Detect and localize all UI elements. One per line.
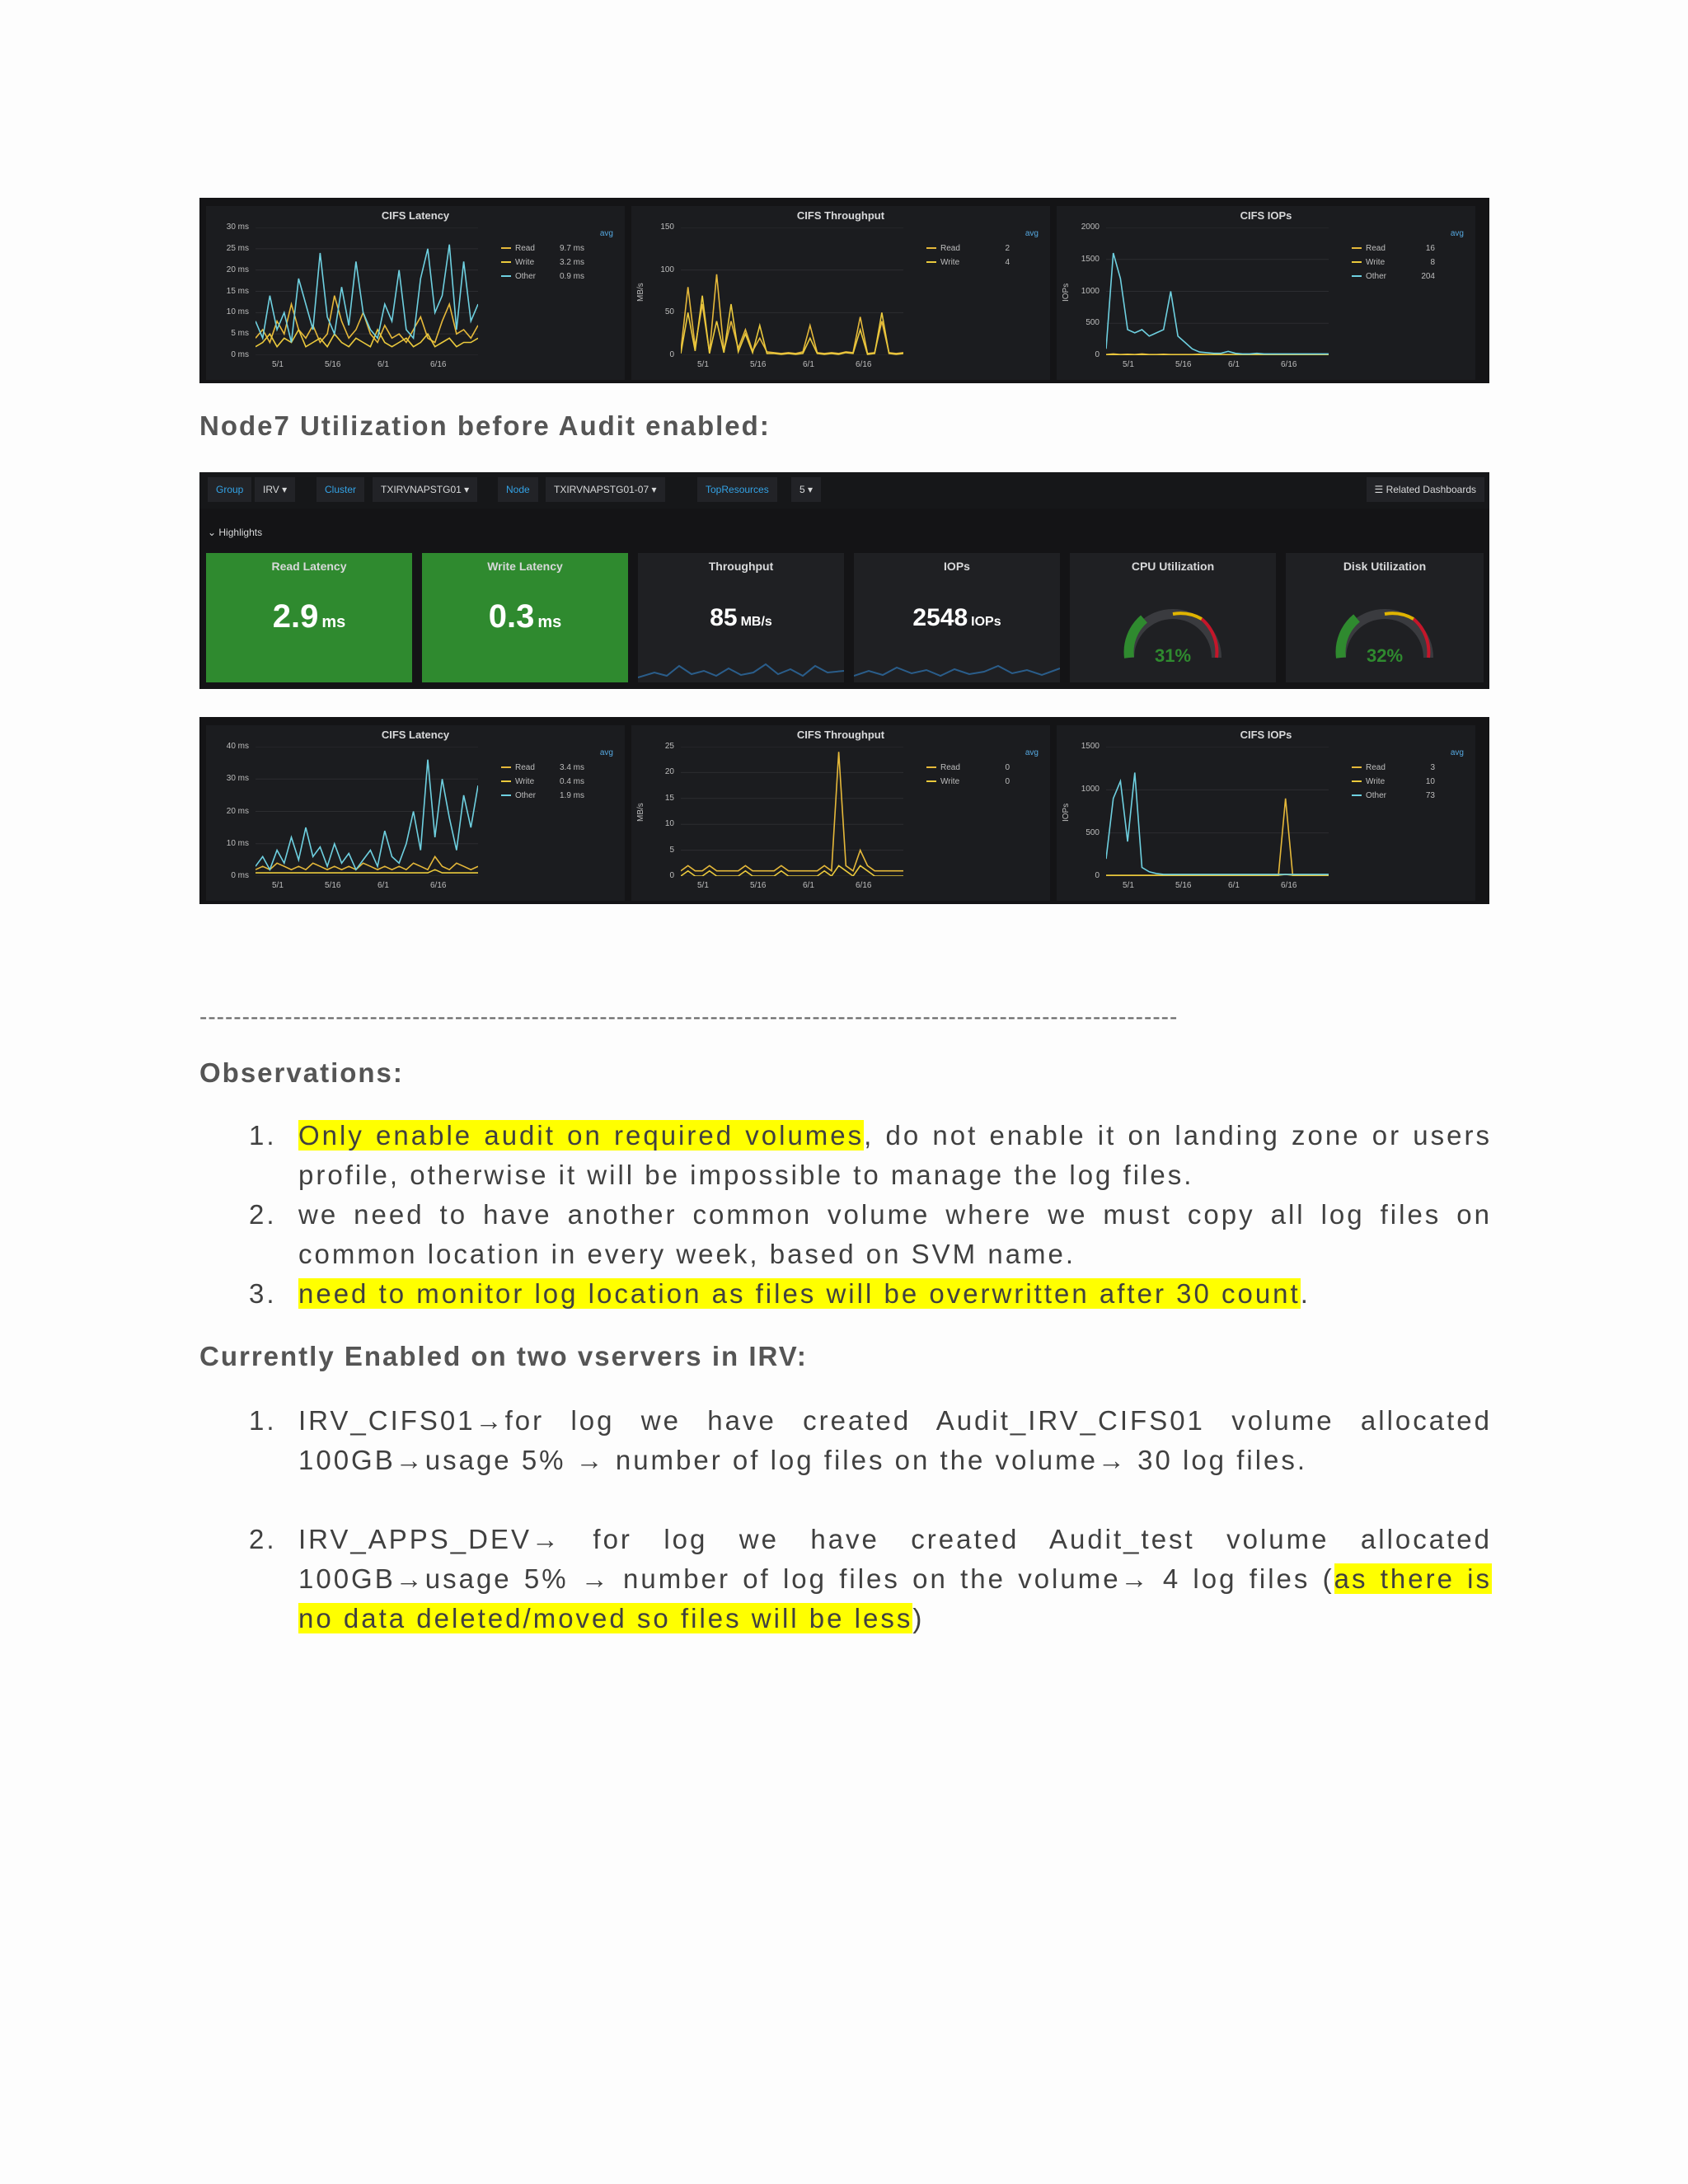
item-text-end: ) bbox=[912, 1603, 925, 1633]
stat-value: 2548 bbox=[912, 604, 968, 631]
legend-avg-value: 16 bbox=[1425, 244, 1435, 253]
legend-item[interactable] bbox=[1352, 244, 1435, 253]
legend-item[interactable] bbox=[501, 777, 584, 786]
legend-avg-value: 0.4 ms bbox=[559, 777, 584, 786]
y-tick-label: 2000 bbox=[1081, 223, 1100, 232]
legend-avg-value: 8 bbox=[1430, 258, 1435, 267]
chart-plot-area bbox=[681, 227, 903, 355]
stat-title: IOPs bbox=[944, 560, 970, 573]
y-tick-label: 1500 bbox=[1081, 742, 1100, 751]
x-tick-label: 6/16 bbox=[1281, 360, 1297, 369]
legend-series-name: Write bbox=[940, 777, 960, 786]
chart-title: CIFS Latency bbox=[381, 209, 450, 222]
legend-item[interactable] bbox=[1352, 777, 1435, 786]
dashed-divider: ------------------------------------------------------------------------------------------------------------------- bbox=[199, 1004, 1179, 1029]
y-tick-label: 0 bbox=[669, 871, 674, 880]
y-tick-label: 100 bbox=[660, 265, 674, 274]
heading-currently-enabled: Currently Enabled on two vservers in IRV: bbox=[199, 1341, 808, 1371]
y-tick-label: 150 bbox=[660, 223, 674, 232]
throughput-sparkline bbox=[638, 648, 844, 681]
stat-value: 2.9 bbox=[272, 598, 319, 635]
legend-swatch bbox=[501, 794, 511, 796]
list-number: 1. bbox=[249, 1405, 277, 1436]
legend-avg-value: 3.4 ms bbox=[559, 763, 584, 772]
x-tick-label: 5/1 bbox=[272, 360, 284, 369]
legend-avg-value: 1.9 ms bbox=[559, 791, 584, 800]
legend-series-name: Read bbox=[940, 763, 960, 772]
series-line-read bbox=[681, 752, 903, 870]
x-tick-label: 5/1 bbox=[697, 360, 709, 369]
chart-title: CIFS Latency bbox=[381, 729, 450, 741]
chart-title: CIFS IOPs bbox=[1240, 209, 1292, 222]
group-label: Group bbox=[208, 477, 251, 502]
legend-item[interactable] bbox=[926, 777, 1010, 786]
item-text: we need to have another common volume where we must copy all log files on common location in every week, based on SVM name. bbox=[298, 1199, 1492, 1269]
legend-swatch bbox=[1352, 247, 1362, 249]
x-tick-label: 6/16 bbox=[1281, 881, 1297, 890]
legend-avg-value: 4 bbox=[1005, 258, 1010, 267]
y-tick-label: 5 ms bbox=[231, 329, 249, 339]
series-line-read bbox=[681, 274, 903, 354]
legend-avg-value: 2 bbox=[1005, 244, 1010, 253]
node-label: Node bbox=[498, 477, 538, 502]
legend-avg-value: 3.2 ms bbox=[559, 258, 584, 267]
dashboard-bottom-charts bbox=[199, 717, 1489, 904]
legend-series-name: Write bbox=[1366, 777, 1386, 786]
x-tick-label: 5/16 bbox=[1175, 360, 1192, 369]
y-tick-label: 0 bbox=[669, 350, 674, 359]
list-item bbox=[199, 1520, 1492, 1638]
item-text: , do not enable it on landing zone or users profile, otherwise it will be impossible to manage the log files. bbox=[298, 1120, 1493, 1190]
x-tick-label: 5/1 bbox=[1123, 881, 1134, 890]
iops-sparkline bbox=[854, 648, 1060, 681]
y-tick-label: 20 ms bbox=[226, 265, 249, 274]
series-line-read bbox=[256, 296, 478, 343]
y-tick-label: 500 bbox=[1085, 827, 1100, 837]
y-tick-label: 15 bbox=[664, 793, 674, 803]
legend-item[interactable] bbox=[501, 272, 584, 281]
chart-plot-area bbox=[1106, 747, 1329, 876]
legend-item[interactable] bbox=[926, 258, 1010, 267]
legend-swatch bbox=[1352, 261, 1362, 263]
legend-item[interactable] bbox=[501, 791, 584, 800]
legend-swatch bbox=[501, 247, 511, 249]
cpu-gauge-value: 31% bbox=[1154, 645, 1192, 666]
y-tick-label: 30 ms bbox=[226, 774, 249, 784]
chart-plot-area bbox=[681, 747, 903, 876]
legend-avg-value: 0.9 ms bbox=[559, 272, 584, 281]
legend-header: avg bbox=[1450, 229, 1464, 238]
stat-value-wrap bbox=[638, 604, 844, 632]
group-select[interactable]: IRV ▾ bbox=[255, 477, 295, 502]
list-number: 1. bbox=[249, 1120, 277, 1151]
list-item bbox=[199, 1195, 1492, 1274]
chart-plot-area bbox=[256, 747, 478, 876]
x-tick-label: 5/1 bbox=[1123, 360, 1134, 369]
legend-swatch bbox=[501, 275, 511, 277]
filter-bar bbox=[199, 472, 1489, 509]
y-tick-label: 10 bbox=[664, 819, 674, 829]
legend-header: avg bbox=[1450, 748, 1464, 757]
legend-item[interactable] bbox=[1352, 763, 1435, 772]
stat-value: 85 bbox=[710, 604, 738, 631]
legend-series-name: Read bbox=[1366, 763, 1386, 772]
stat-cpu-utilization bbox=[1070, 553, 1276, 682]
chart-panel bbox=[631, 206, 1050, 380]
legend-item[interactable] bbox=[926, 244, 1010, 253]
legend-avg-value: 0 bbox=[1005, 777, 1010, 786]
x-tick-label: 6/16 bbox=[856, 881, 872, 890]
legend-series-name: Write bbox=[940, 258, 960, 267]
legend-series-name: Write bbox=[515, 777, 535, 786]
legend-item[interactable] bbox=[926, 763, 1010, 772]
legend-item[interactable] bbox=[501, 258, 584, 267]
item-text: IRV_CIFS01→for log we have created Audit_IRV_CIFS01 volume allocated 100GB→usage 5% → number of log files on the volume→ 30 log files. bbox=[298, 1405, 1492, 1475]
x-tick-label: 6/1 bbox=[803, 881, 814, 890]
legend-series-name: Read bbox=[515, 244, 535, 253]
y-tick-label: 25 ms bbox=[226, 243, 249, 253]
legend-swatch bbox=[926, 261, 936, 263]
highlighted-text: need to monitor log location as files will be overwritten after 30 count bbox=[298, 1278, 1301, 1309]
legend-swatch bbox=[1352, 780, 1362, 782]
list-number: 2. bbox=[249, 1524, 277, 1554]
stat-title: Write Latency bbox=[487, 560, 563, 573]
x-tick-label: 5/16 bbox=[325, 360, 341, 369]
stat-value-wrap bbox=[854, 604, 1060, 632]
highlights-row-toggle[interactable]: ⌄ Highlights bbox=[208, 527, 263, 538]
y-tick-label: 1000 bbox=[1081, 785, 1100, 794]
stat-disk-utilization bbox=[1286, 553, 1484, 682]
legend-series-name: Read bbox=[940, 244, 960, 253]
x-tick-label: 6/1 bbox=[377, 360, 389, 369]
list-number: 3. bbox=[249, 1278, 277, 1309]
legend-item[interactable] bbox=[501, 244, 584, 253]
y-tick-label: 40 ms bbox=[226, 742, 249, 751]
y-tick-label: 20 ms bbox=[226, 806, 249, 816]
legend-item[interactable] bbox=[1352, 272, 1435, 281]
y-tick-label: 10 ms bbox=[226, 838, 249, 848]
legend-swatch bbox=[926, 766, 936, 768]
y-tick-label: 15 ms bbox=[226, 286, 249, 296]
list-number: 2. bbox=[249, 1199, 277, 1230]
stat-title: Disk Utilization bbox=[1343, 560, 1427, 573]
y-tick-label: 500 bbox=[1085, 318, 1100, 328]
legend-header: avg bbox=[1025, 748, 1039, 757]
legend-swatch bbox=[926, 780, 936, 782]
y-tick-label: 30 ms bbox=[226, 223, 249, 232]
series-line-other bbox=[1106, 772, 1329, 874]
cluster-select[interactable]: TXIRVNAPSTG01 ▾ bbox=[373, 477, 477, 502]
chart-panel bbox=[1057, 206, 1475, 380]
highlighted-text: as there is no data deleted/moved so files will be less bbox=[298, 1563, 1492, 1633]
legend-header: avg bbox=[599, 748, 613, 757]
vservers-list bbox=[199, 1401, 1492, 1638]
legend-swatch bbox=[501, 780, 511, 782]
y-tick-label: 0 ms bbox=[231, 350, 249, 359]
y-tick-label: 25 bbox=[664, 742, 674, 751]
x-tick-label: 6/1 bbox=[1228, 360, 1240, 369]
highlighted-text: Only enable audit on required volumes bbox=[298, 1120, 865, 1151]
legend-avg-value: 73 bbox=[1425, 791, 1435, 800]
series-line-write bbox=[256, 869, 478, 873]
stat-title: CPU Utilization bbox=[1131, 560, 1215, 573]
dashboard-top-charts bbox=[199, 198, 1489, 383]
x-tick-label: 6/16 bbox=[856, 360, 872, 369]
stat-unit: ms bbox=[321, 613, 346, 631]
series-line-other bbox=[256, 245, 478, 343]
y-tick-label: 0 ms bbox=[231, 871, 249, 880]
x-tick-label: 6/1 bbox=[377, 881, 389, 890]
list-item bbox=[199, 1116, 1492, 1195]
legend-swatch bbox=[1352, 766, 1362, 768]
item-text: IRV_APPS_DEV→ for log we have created Audit_test volume allocated 100GB→usage 5% → number of log files on the volume→ 4 log files ( bbox=[298, 1524, 1492, 1594]
legend-series-name: Other bbox=[515, 791, 537, 800]
y-tick-label: 1000 bbox=[1081, 286, 1100, 296]
dashboard-highlights bbox=[199, 472, 1489, 689]
legend-avg-value: 9.7 ms bbox=[559, 244, 584, 253]
stat-read-latency bbox=[206, 553, 412, 682]
chart-title: CIFS Throughput bbox=[796, 729, 885, 741]
chart-plot-area bbox=[256, 227, 478, 355]
list-item bbox=[199, 1274, 1492, 1314]
legend-header: avg bbox=[1025, 229, 1039, 238]
observations-list bbox=[199, 1116, 1492, 1314]
legend-series-name: Other bbox=[1366, 791, 1387, 800]
x-tick-label: 6/16 bbox=[430, 881, 447, 890]
stat-unit: ms bbox=[537, 613, 562, 631]
heading-node7-utilization: Node7 Utilization before Audit enabled: bbox=[199, 410, 771, 441]
chart-plot-area bbox=[1106, 227, 1329, 355]
series-line-other bbox=[1106, 253, 1329, 354]
legend-series-name: Read bbox=[515, 763, 535, 772]
stat-value: 0.3 bbox=[488, 598, 535, 635]
legend-swatch bbox=[501, 766, 511, 768]
stat-unit: MB/s bbox=[740, 615, 772, 629]
series-line-other bbox=[256, 760, 478, 869]
top-resources-label: TopResources bbox=[697, 477, 777, 502]
y-tick-label: 1500 bbox=[1081, 254, 1100, 264]
y-axis-label: MB/s bbox=[636, 282, 645, 302]
legend-swatch bbox=[1352, 275, 1362, 277]
chart-panel bbox=[206, 206, 625, 380]
stat-value-wrap bbox=[422, 598, 628, 635]
legend-series-name: Write bbox=[1366, 258, 1386, 267]
y-tick-label: 0 bbox=[1095, 871, 1100, 880]
stat-title: Throughput bbox=[708, 560, 774, 573]
related-dashboards-button[interactable]: ☰ Related Dashboards bbox=[1367, 477, 1485, 502]
x-tick-label: 6/1 bbox=[1228, 881, 1240, 890]
series-line-read bbox=[256, 856, 478, 869]
cluster-label: Cluster bbox=[316, 477, 364, 502]
y-axis-label: IOPs bbox=[1062, 283, 1071, 302]
chart-title: CIFS Throughput bbox=[796, 209, 885, 222]
chart-title: CIFS IOPs bbox=[1240, 729, 1292, 741]
legend-series-name: Read bbox=[1366, 244, 1386, 253]
legend-swatch bbox=[926, 247, 936, 249]
y-tick-label: 10 ms bbox=[226, 307, 249, 317]
stat-title: Read Latency bbox=[271, 560, 347, 573]
chart-panel bbox=[1057, 725, 1475, 901]
y-tick-label: 50 bbox=[664, 307, 674, 317]
y-axis-label: MB/s bbox=[636, 802, 645, 822]
x-tick-label: 5/16 bbox=[325, 881, 341, 890]
stat-value-wrap bbox=[206, 598, 412, 635]
x-tick-label: 5/1 bbox=[272, 881, 284, 890]
legend-series-name: Other bbox=[515, 272, 537, 281]
chart-panel bbox=[631, 725, 1050, 901]
y-tick-label: 5 bbox=[669, 845, 674, 855]
y-axis-label: IOPs bbox=[1062, 803, 1071, 822]
legend-swatch bbox=[1352, 794, 1362, 796]
top-resources-select[interactable]: 5 ▾ bbox=[791, 477, 821, 502]
y-tick-label: 0 bbox=[1095, 350, 1100, 359]
legend-item[interactable] bbox=[501, 763, 584, 772]
stat-unit: IOPs bbox=[971, 615, 1001, 629]
disk-gauge-value: 32% bbox=[1366, 645, 1404, 666]
x-tick-label: 6/1 bbox=[803, 360, 814, 369]
chart-panel bbox=[206, 725, 625, 901]
list-item bbox=[199, 1401, 1492, 1480]
heading-observations: Observations: bbox=[199, 1057, 404, 1088]
legend-series-name: Other bbox=[1366, 272, 1387, 281]
node-select[interactable]: TXIRVNAPSTG01-07 ▾ bbox=[546, 477, 665, 502]
legend-avg-value: 10 bbox=[1425, 777, 1435, 786]
y-tick-label: 20 bbox=[664, 767, 674, 777]
x-tick-label: 5/16 bbox=[1175, 881, 1192, 890]
stat-iops bbox=[854, 553, 1060, 682]
x-tick-label: 6/16 bbox=[430, 360, 447, 369]
legend-avg-value: 204 bbox=[1421, 272, 1435, 281]
legend-item[interactable] bbox=[1352, 791, 1435, 800]
legend-swatch bbox=[501, 261, 511, 263]
legend-avg-value: 0 bbox=[1005, 763, 1010, 772]
legend-series-name: Write bbox=[515, 258, 535, 267]
legend-header: avg bbox=[599, 229, 613, 238]
x-tick-label: 5/16 bbox=[750, 360, 767, 369]
legend-item[interactable] bbox=[1352, 258, 1435, 267]
stat-throughput bbox=[638, 553, 844, 682]
item-text: . bbox=[1300, 1278, 1311, 1309]
stat-write-latency bbox=[422, 553, 628, 682]
legend-avg-value: 3 bbox=[1430, 763, 1435, 772]
x-tick-label: 5/1 bbox=[697, 881, 709, 890]
x-tick-label: 5/16 bbox=[750, 881, 767, 890]
